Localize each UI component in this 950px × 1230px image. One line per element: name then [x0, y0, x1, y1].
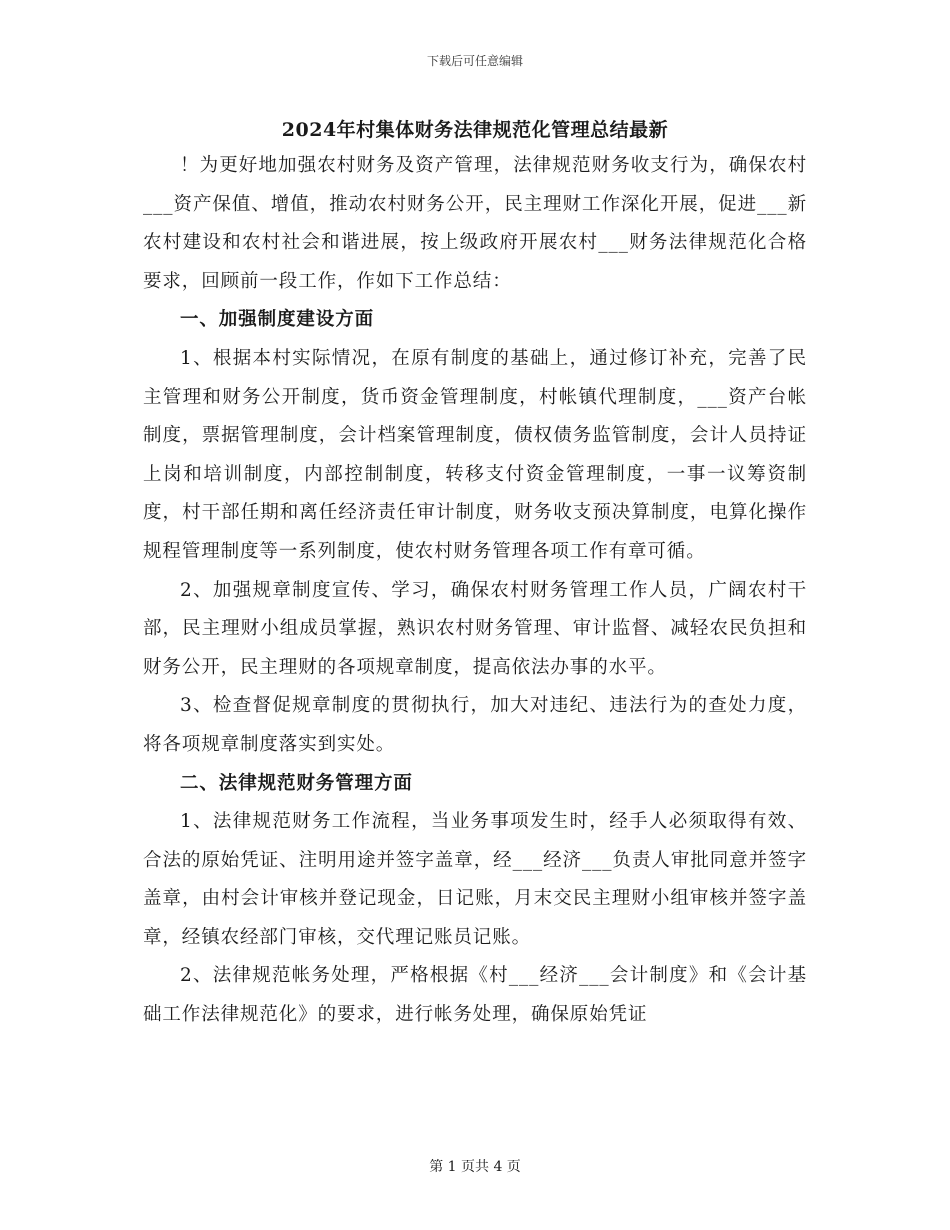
section2-paragraph-2: 2、法律规范帐务处理，严格根据《村___经济___会计制度》和《会计基础工作法律规范化》的要求，进行帐务处理，确保原始凭证 — [143, 965, 807, 1026]
document-title: 2024年村集体财务法律规范化管理总结最新 — [281, 119, 669, 141]
section2-paragraph-1: 1、法律规范财务工作流程，当业务事项发生时，经手人必须取得有效、合法的原始凭证、注明用途并签字盖章，经___经济___负责人审批同意并签字盖章，由村会计审核并登记现金，日记账，月末交民主理财小组审核并签字盖章，经镇农经部门审核，交代理记账员记账。 — [143, 811, 807, 948]
intro-paragraph: ！为更好地加强农村财务及资产管理，法律规范财务收支行为，确保农村___资产保值、增值，推动农村财务公开，民主理财工作深化开展，促进___新农村建设和农村社会和谐进展，按上级政府开展农村___财务法律规范化合格要求，回顾前一段工作，作如下工作总结： — [143, 155, 807, 292]
page-indicator: 第 1 页共 4 页 — [429, 1159, 521, 1175]
section1-paragraph-2: 2、加强规章制度宣传、学习，确保农村财务管理工作人员，广阔农村干部，民主理财小组成员掌握，熟识农村财务管理、审计监督、减轻农民负担和财务公开，民主理财的各项规章制度，提高依法办事的水平。 — [143, 579, 807, 678]
document-body — [143, 147, 807, 1035]
header-note: 下载后可任意编辑 — [426, 54, 523, 68]
section-heading-1: 一、加强制度建设方面 — [180, 309, 375, 331]
section-heading-2: 二、法律规范财务管理方面 — [180, 772, 413, 794]
section1-paragraph-3: 3、检查督促规章制度的贯彻执行，加大对违纪、违法行为的查处力度，将各项规章制度落实到实处。 — [143, 695, 807, 755]
section1-paragraph-1: 1、根据本村实际情况，在原有制度的基础上，通过修订补充，完善了民主管理和财务公开制度，货币资金管理制度，村帐镇代理制度，___资产台帐制度，票据管理制度，会计档案管理制度，债权债务监管制度，会计人员持证上岗和培训制度，内部控制制度，转移支付资金管理制度，一事一议筹资制度，村干部任期和离任经济责任审计制度，财务收支预决算制度，电算化操作规程管理制度等一系列制度，使农村财务管理各项工作有章可循。 — [143, 347, 807, 562]
